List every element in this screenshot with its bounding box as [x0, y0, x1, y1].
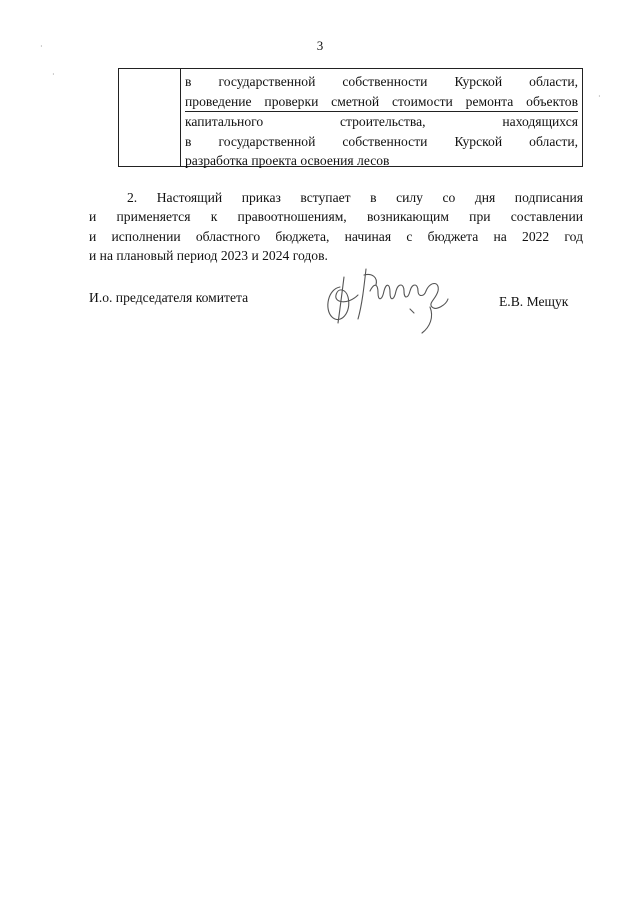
table-cell-text: [181, 69, 582, 169]
paragraph-line: и применяется к правоотношениям, возникающим при составлении: [89, 209, 583, 225]
table-cell-empty: [119, 69, 181, 166]
signatory-name: Е.В. Мещук: [499, 294, 569, 309]
signatory-role: И.о. председателя комитета: [89, 290, 249, 305]
scan-speck: ·: [40, 42, 43, 51]
scan-speck: ·: [52, 70, 55, 79]
table-line: разработка проекта освоения лесов: [185, 153, 390, 169]
table-line: в государственной собственности Курской области,: [185, 133, 578, 149]
table-line: в государственной собственности Курской области,: [185, 74, 578, 89]
scan-speck: ·: [598, 92, 601, 101]
page-number: 3: [316, 38, 324, 53]
paragraph-line: 2. Настоящий приказ вступает в силу со дня подписания: [127, 190, 583, 205]
paragraph-line: и исполнении областного бюджета, начиная с бюджета на 2022 год: [89, 228, 583, 244]
table-line: капитального строительства, находящихся: [185, 114, 578, 130]
table-line: проведение проверки сметной стоимости ремонта объектов: [185, 92, 578, 113]
paragraph-line: и на плановый период 2023 и 2024 годов.: [89, 248, 328, 264]
handwritten-signature: [318, 247, 468, 342]
table-fragment: [118, 68, 583, 167]
